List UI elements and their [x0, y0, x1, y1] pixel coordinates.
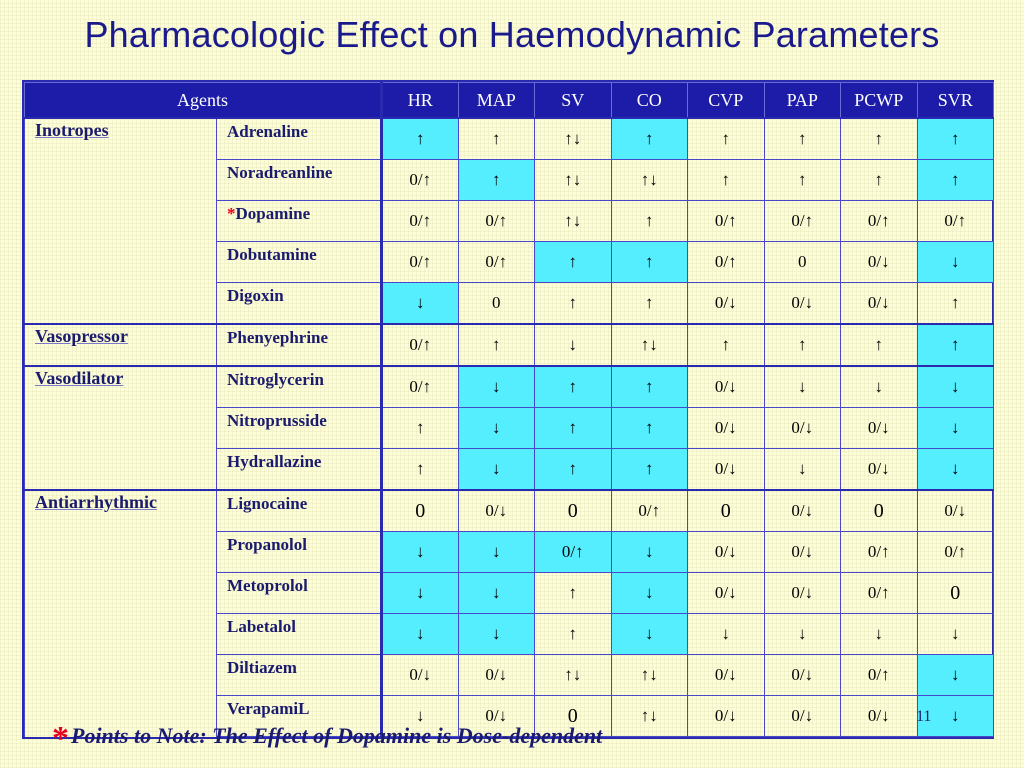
effect-cell-map: 0/↓ — [458, 490, 535, 532]
effect-cell-co: ↑ — [611, 201, 688, 242]
effect-cell-cvp: ↑ — [688, 118, 765, 160]
effect-cell-co: ↑ — [611, 449, 688, 491]
effect-cell-map: 0 — [458, 283, 535, 325]
effect-cell-svr: 0/↑ — [917, 532, 994, 573]
effect-cell-cvp: 0/↓ — [688, 532, 765, 573]
effect-cell-map: 0/↑ — [458, 242, 535, 283]
effect-cell-cvp: ↓ — [688, 614, 765, 655]
effect-cell-sv: ↑ — [535, 449, 612, 491]
effect-cell-co: ↑↓ — [611, 655, 688, 696]
effect-cell-svr: ↑ — [917, 324, 994, 366]
effect-cell-svr: 0/↓ — [917, 490, 994, 532]
effect-cell-sv: 0/↑ — [535, 532, 612, 573]
effect-cell-hr: ↑ — [382, 118, 459, 160]
effect-cell-pcwp: 0/↓ — [841, 408, 918, 449]
agent-name-nitroglycerin — [217, 366, 382, 408]
group-label-vasopressor — [25, 324, 217, 366]
effect-cell-hr: 0/↑ — [382, 366, 459, 408]
effect-cell-hr: ↓ — [382, 283, 459, 325]
effect-cell-co: ↑ — [611, 118, 688, 160]
effect-cell-co: 0/↑ — [611, 490, 688, 532]
column-header-cvp: CVP — [688, 83, 765, 119]
effect-cell-co: ↑ — [611, 283, 688, 325]
agent-label: Adrenaline — [227, 122, 308, 141]
effect-cell-cvp: 0/↓ — [688, 408, 765, 449]
effect-cell-pap: 0/↓ — [764, 283, 841, 325]
table-body — [25, 118, 994, 737]
effect-cell-cvp: ↑ — [688, 324, 765, 366]
effect-cell-co: ↑↓ — [611, 696, 688, 737]
effect-cell-map: 0/↑ — [458, 201, 535, 242]
effect-cell-hr: ↓ — [382, 532, 459, 573]
effect-cell-pap: ↑ — [764, 118, 841, 160]
slide-number: 11 — [916, 708, 932, 725]
agent-name-noradreanline — [217, 160, 382, 201]
agent-name-hydrallazine — [217, 449, 382, 491]
effect-cell-sv: ↑↓ — [535, 201, 612, 242]
agent-label: Labetalol — [227, 617, 296, 636]
effect-cell-map: 0/↓ — [458, 696, 535, 737]
agent-label: Metoprolol — [227, 576, 308, 595]
effect-cell-sv: ↑ — [535, 614, 612, 655]
effect-cell-svr: ↓ — [917, 242, 994, 283]
slide-title: Pharmacologic Effect on Haemodynamic Parameters — [84, 14, 940, 55]
agent-name-metoprolol — [217, 573, 382, 614]
effect-cell-sv: ↓ — [535, 324, 612, 366]
effect-cell-pap: 0/↓ — [764, 532, 841, 573]
effect-cell-pap: 0/↓ — [764, 696, 841, 737]
effect-cell-sv: ↑ — [535, 408, 612, 449]
effect-cell-pcwp: ↓ — [841, 614, 918, 655]
effect-cell-sv: ↑ — [535, 283, 612, 325]
effect-cell-pap: 0/↑ — [764, 201, 841, 242]
effect-cell-pcwp: 0/↑ — [841, 573, 918, 614]
effect-cell-pcwp: 0/↓ — [841, 449, 918, 491]
effect-cell-co: ↑ — [611, 366, 688, 408]
column-header-svr: SVR — [917, 83, 994, 119]
effect-cell-map: ↑ — [458, 118, 535, 160]
effect-cell-co: ↓ — [611, 573, 688, 614]
effect-cell-pcwp: 0/↓ — [841, 696, 918, 737]
column-header-map: MAP — [458, 83, 535, 119]
effect-cell-hr: 0/↑ — [382, 160, 459, 201]
effect-cell-map: ↓ — [458, 614, 535, 655]
effect-cell-cvp: 0/↓ — [688, 655, 765, 696]
group-name: Inotropes — [35, 120, 109, 140]
effect-cell-co: ↑↓ — [611, 160, 688, 201]
table-row — [25, 118, 994, 160]
effect-cell-map: ↓ — [458, 532, 535, 573]
dose-dependent-asterisk: * — [227, 204, 236, 223]
column-header-pcwp: PCWP — [841, 83, 918, 119]
effect-cell-cvp: 0/↑ — [688, 201, 765, 242]
agent-name-dobutamine — [217, 242, 382, 283]
agent-label: Hydrallazine — [227, 452, 322, 471]
agent-name-phenyephrine — [217, 324, 382, 366]
effect-cell-pcwp: ↑ — [841, 118, 918, 160]
effect-cell-hr: 0/↑ — [382, 242, 459, 283]
table-row — [25, 490, 994, 532]
effect-cell-cvp: 0/↓ — [688, 696, 765, 737]
effect-cell-hr: ↓ — [382, 696, 459, 737]
effect-cell-sv: ↑↓ — [535, 118, 612, 160]
effect-cell-cvp: 0/↑ — [688, 242, 765, 283]
effect-cell-sv: ↑ — [535, 366, 612, 408]
effect-cell-sv: ↑ — [535, 242, 612, 283]
effect-cell-svr: ↓ — [917, 449, 994, 491]
agent-name-labetalol — [217, 614, 382, 655]
effect-cell-sv: 0 — [535, 696, 612, 737]
effect-cell-map: ↑ — [458, 324, 535, 366]
effect-cell-pcwp: 0/↑ — [841, 532, 918, 573]
effect-cell-co: ↑ — [611, 408, 688, 449]
effect-cell-hr: 0 — [382, 490, 459, 532]
group-label-inotropes — [25, 118, 217, 324]
footnote — [52, 720, 602, 758]
group-label-vasodilator — [25, 366, 217, 490]
effect-cell-pap: ↓ — [764, 366, 841, 408]
footnote-text: Points to Note: The Effect of Dopamine is Dose-dependent — [71, 723, 603, 748]
effect-cell-svr: ↓ — [917, 696, 994, 737]
effect-cell-sv: ↑↓ — [535, 655, 612, 696]
effect-cell-svr: ↓ — [917, 614, 994, 655]
agent-name-adrenaline — [217, 118, 382, 160]
effect-cell-map: ↑ — [458, 160, 535, 201]
group-name: Vasodilator — [35, 368, 124, 388]
effect-cell-hr: ↑ — [382, 449, 459, 491]
agent-name-diltiazem — [217, 655, 382, 696]
effect-cell-co: ↑ — [611, 242, 688, 283]
effect-cell-pap: 0/↓ — [764, 408, 841, 449]
group-name: Antiarrhythmic — [35, 492, 157, 512]
agent-label: VerapamiL — [227, 699, 310, 718]
effect-cell-pcwp: ↑ — [841, 324, 918, 366]
agent-label: Nitroglycerin — [227, 370, 324, 389]
agent-label: Noradreanline — [227, 163, 333, 182]
effect-cell-pap: 0/↓ — [764, 490, 841, 532]
agent-name-nitroprusside — [217, 408, 382, 449]
effect-cell-pap: 0/↓ — [764, 573, 841, 614]
effect-cell-cvp: 0/↓ — [688, 573, 765, 614]
group-label-antiarrhythmic — [25, 490, 217, 737]
effect-cell-pcwp: 0/↓ — [841, 242, 918, 283]
effect-cell-co: ↓ — [611, 532, 688, 573]
effect-cell-map: ↓ — [458, 573, 535, 614]
footnote-asterisk: * — [52, 720, 69, 757]
effect-cell-co: ↑↓ — [611, 324, 688, 366]
effect-cell-pcwp: 0/↑ — [841, 201, 918, 242]
effect-cell-pap: ↑ — [764, 324, 841, 366]
table-row — [25, 366, 994, 408]
effect-cell-pap: 0 — [764, 242, 841, 283]
effect-cell-pap: ↓ — [764, 449, 841, 491]
effect-cell-map: 0/↓ — [458, 655, 535, 696]
effect-cell-pcwp: 0/↑ — [841, 655, 918, 696]
table-header-row — [25, 83, 994, 119]
effect-cell-sv: 0 — [535, 490, 612, 532]
agent-label: Lignocaine — [227, 494, 308, 513]
effect-cell-svr: ↑ — [917, 118, 994, 160]
effect-cell-pcwp: 0/↓ — [841, 283, 918, 325]
effect-cell-svr: ↓ — [917, 408, 994, 449]
agent-label: Diltiazem — [227, 658, 297, 677]
effect-cell-cvp: 0/↓ — [688, 283, 765, 325]
effect-cell-svr: ↓ — [917, 366, 994, 408]
effect-cell-pcwp: ↓ — [841, 366, 918, 408]
agent-label: Dobutamine — [227, 245, 317, 264]
effect-cell-pap: ↑ — [764, 160, 841, 201]
agent-label: Digoxin — [227, 286, 284, 305]
agent-name-digoxin — [217, 283, 382, 325]
table-row — [25, 324, 994, 366]
haemodynamic-table — [24, 82, 994, 737]
agent-label: Propanolol — [227, 535, 307, 554]
agent-label: Dopamine — [235, 204, 311, 223]
agent-name-dopamine — [217, 201, 382, 242]
effect-cell-co: ↓ — [611, 614, 688, 655]
column-header-sv: SV — [535, 83, 612, 119]
effect-cell-svr: ↓ — [917, 655, 994, 696]
effect-cell-sv: ↑↓ — [535, 160, 612, 201]
agent-name-propanolol — [217, 532, 382, 573]
column-header-hr: HR — [382, 83, 459, 119]
agent-label: Phenyephrine — [227, 328, 329, 347]
effect-cell-cvp: ↑ — [688, 160, 765, 201]
effect-cell-pcwp: ↑ — [841, 160, 918, 201]
effect-cell-svr: 0/↑ — [917, 201, 994, 242]
group-name: Vasopressor — [35, 326, 129, 346]
effect-cell-hr: 0/↑ — [382, 201, 459, 242]
column-header-pap: PAP — [764, 83, 841, 119]
effect-cell-hr: ↓ — [382, 573, 459, 614]
column-header-co: CO — [611, 83, 688, 119]
effect-cell-svr: ↑ — [917, 283, 994, 325]
effect-cell-cvp: 0/↓ — [688, 449, 765, 491]
effect-cell-map: ↓ — [458, 366, 535, 408]
agents-column-header: Agents — [25, 83, 382, 119]
agent-name-lignocaine — [217, 490, 382, 532]
effect-cell-svr: ↑ — [917, 160, 994, 201]
effect-cell-hr: 0/↑ — [382, 324, 459, 366]
effect-cell-hr: 0/↓ — [382, 655, 459, 696]
effect-cell-hr: ↓ — [382, 614, 459, 655]
effect-cell-cvp: 0/↓ — [688, 366, 765, 408]
haemodynamic-table-container — [22, 80, 994, 739]
effect-cell-pcwp: 0 — [841, 490, 918, 532]
effect-cell-pap: ↓ — [764, 614, 841, 655]
effect-cell-svr: 0 — [917, 573, 994, 614]
effect-cell-map: ↓ — [458, 449, 535, 491]
effect-cell-sv: ↑ — [535, 573, 612, 614]
effect-cell-pap: 0/↓ — [764, 655, 841, 696]
agent-label: Nitroprusside — [227, 411, 327, 430]
effect-cell-cvp: 0 — [688, 490, 765, 532]
effect-cell-map: ↓ — [458, 408, 535, 449]
effect-cell-hr: ↑ — [382, 408, 459, 449]
